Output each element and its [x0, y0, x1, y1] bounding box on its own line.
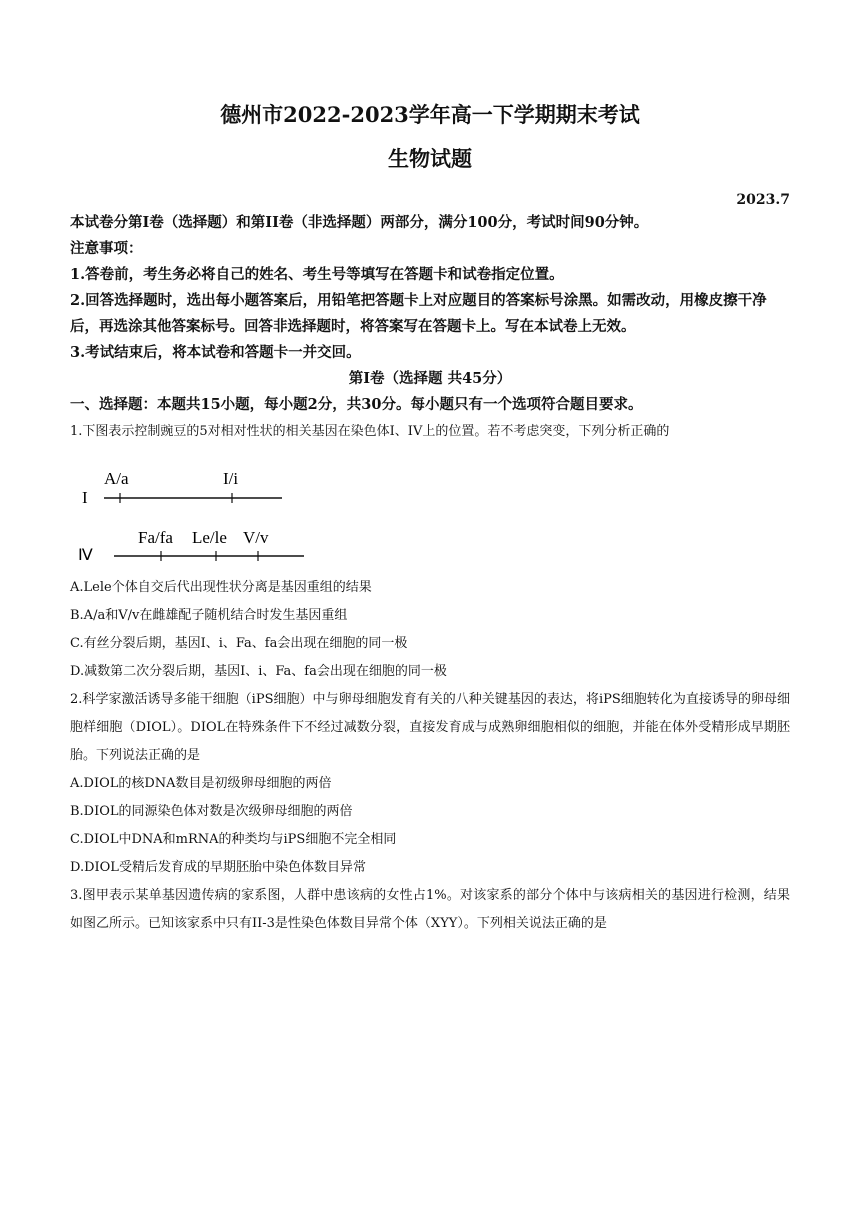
question-1-option-d: D.减数第二次分裂后期，基因I、i、Fa、fa会出现在细胞的同一极 — [70, 664, 447, 679]
exam-title: 德州市2022-2023学年高一下学期期末考试 — [220, 102, 640, 127]
gene-label-fa: Fa/fa — [138, 528, 173, 547]
gene-label-i: I/i — [223, 469, 239, 488]
chromosome-diagram — [70, 446, 330, 572]
question-3-stem: 3.图甲表示某单基因遗传病的家系图，人群中患该病的女性占1%。对该家系的部分个体中与该病相关的基因进行检测，结果如图乙所示。已知该家系中只有II-3是性染色体数目异常个体（XYY）。下列相关说法正确的是 — [70, 888, 790, 931]
question-1-option-b: B.A/a和V/v在雌雄配子随机结合时发生基因重组 — [70, 608, 348, 623]
note-1: 1.答卷前，考生务必将自己的姓名、考生号等填写在答题卡和试卷指定位置。 — [70, 266, 564, 283]
chromosome-IV-label: Ⅳ — [78, 547, 93, 564]
section-heading: 一、选择题：本题共15小题，每小题2分，共30分。每小题只有一个选项符合题目要求。 — [70, 396, 643, 413]
exam-date: 2023.7 — [736, 192, 790, 208]
question-2-option-d: D.DIOL受精后发育成的早期胚胎中染色体数目异常 — [70, 860, 366, 875]
chromosome-figure — [70, 446, 330, 572]
question-2-option-a: A.DIOL的核DNA数目是初级卵母细胞的两倍 — [70, 776, 332, 791]
gene-label-le: Le/le — [192, 528, 227, 547]
gene-label-v: V/v — [243, 528, 269, 547]
question-1-stem: 1.下图表示控制豌豆的5对相对性状的相关基因在染色体I、IV上的位置。若不考虑突变，下列分析正确的 — [70, 424, 670, 439]
gene-label-a: A/a — [104, 469, 129, 488]
note-2: 2.回答选择题时，选出每小题答案后，用铅笔把答题卡上对应题目的答案标号涂黑。如需改动，用橡皮擦干净后，再选涂其他答案标号。回答非选择题时，将答案写在答题卡上。写在本试卷上无效。 — [70, 292, 767, 335]
paper-info: 本试卷分第I卷（选择题）和第II卷（非选择题）两部分，满分100分，考试时间90分钟。 — [70, 214, 649, 231]
exam-page — [70, 100, 790, 938]
chromosome-I-label: I — [82, 488, 88, 507]
note-3: 3.考试结束后，将本试卷和答题卡一并交回。 — [70, 344, 361, 361]
exam-subtitle: 生物试题 — [388, 146, 472, 171]
question-1-option-a: A.Lele个体自交后代出现性状分离是基因重组的结果 — [70, 580, 372, 595]
question-2-stem: 2.科学家激活诱导多能干细胞（iPS细胞）中与卵母细胞发育有关的八种关键基因的表达，将iPS细胞转化为直接诱导的卵母细胞样细胞（DIOL）。DIOL在特殊条件下不经过减数分裂，直接发育成与成熟卵细胞相似的细胞，并能在体外受精形成早期胚胎。下列说法正确的是 — [70, 692, 790, 763]
question-1-option-c: C.有丝分裂后期，基因I、i、Fa、fa会出现在细胞的同一极 — [70, 636, 408, 651]
section-title: 第I卷（选择题 共45分） — [348, 370, 512, 387]
question-2-option-c: C.DIOL中DNA和mRNA的种类均与iPS细胞不完全相同 — [70, 832, 397, 847]
notes-title: 注意事项： — [70, 240, 143, 257]
question-2-option-b: B.DIOL的同源染色体对数是次级卵母细胞的两倍 — [70, 804, 353, 819]
